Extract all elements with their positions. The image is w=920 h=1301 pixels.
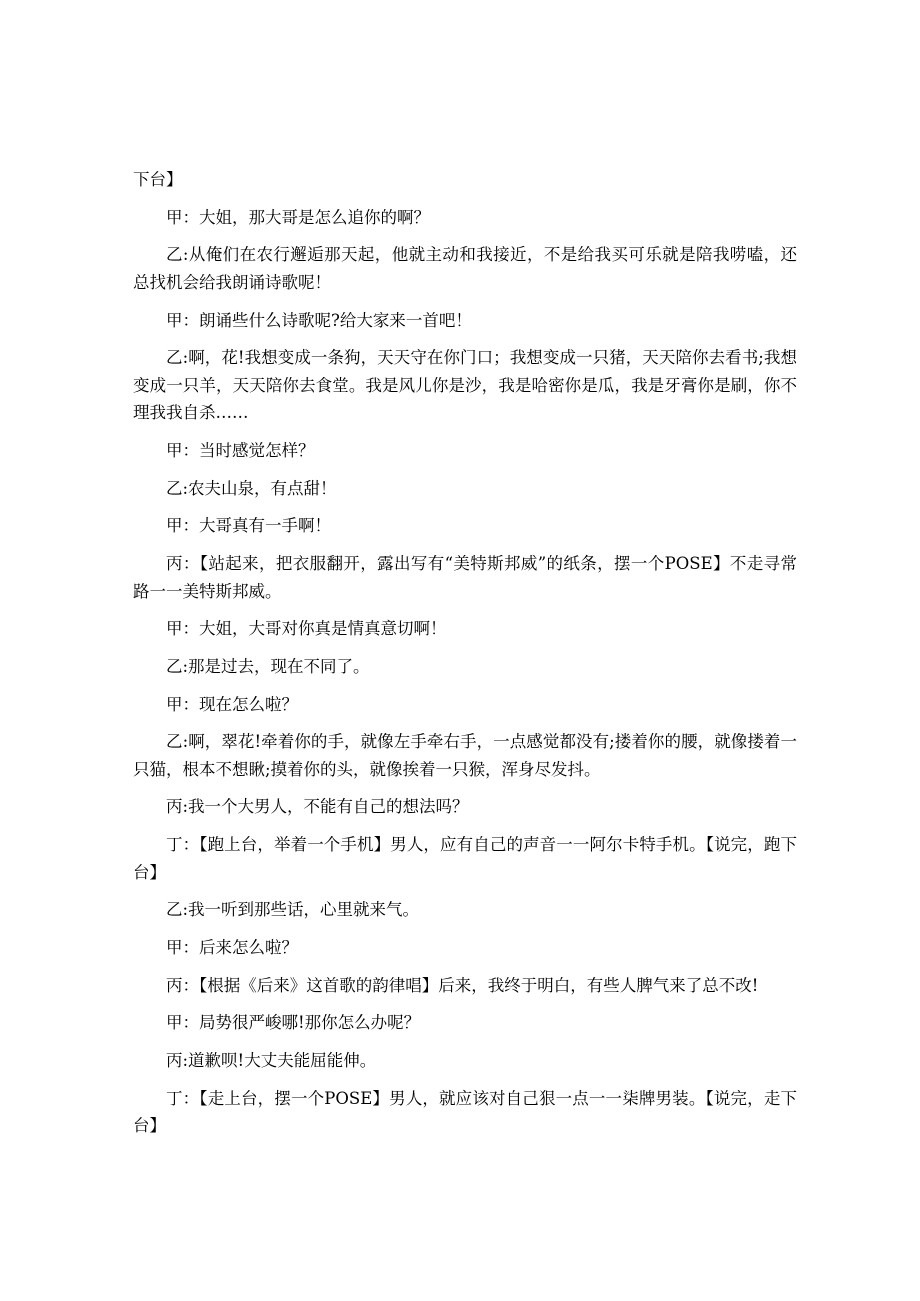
paragraph: 乙:啊，花!我想变成一条狗，天天守在你门口；我想变成一只猪，天天陪你去看书;我想变成一只羊，天天陪你去食堂。我是风儿你是沙，我是哈密你是瓜，我是牙膏你是刷，你不理我我自杀…… [133,348,797,423]
paragraph: 甲：现在怎么啦？ [166,694,298,714]
paragraph: 甲：大哥真有一手啊！ [166,516,331,536]
paragraph: 丁：【走上台，摆一个POSE】男人，就应该对自己狠一点一一柒牌男装。【说完，走下台】 [133,1088,797,1136]
paragraph: 丙：【根据《后来》这首歌的韵律唱】后来，我终于明白，有些人脾气来了总不改! [166,975,759,995]
paragraph: 丙:道歉呗!大丈夫能屈能伸。 [166,1051,377,1071]
paragraph: 乙:我一听到那些话，心里就来气。 [166,900,420,920]
paragraph: 甲：大姐，那大哥是怎么追你的啊？ [166,207,430,227]
paragraph: 乙:从俺们在农行邂逅那天起，他就主动和我接近，不是给我买可乐就是陪我唠嗑，还总找机会给我朗诵诗歌呢！ [133,245,797,292]
paragraph: 乙:啊，翠花!牵着你的手，就像左手牵右手，一点感觉都没有;搂着你的腰，就像搂着一只猫，根本不想瞅;摸着你的头，就像挨着一只猴，浑身尽发抖。 [133,732,797,779]
paragraph: 甲：朗诵些什么诗歌呢?给大家来一首吧！ [166,310,472,330]
script-text [133,166,797,1150]
paragraph: 乙:那是过去，现在不同了。 [166,656,370,676]
paragraph: 丙:我一个大男人，不能有自己的想法吗？ [166,797,469,817]
paragraph: 甲：局势很严峻哪!那你怎么办呢？ [166,1013,421,1033]
paragraph: 丙：【站起来，把衣服翻开，露出写有“美特斯邦威”的纸条，摆一个POSE】不走寻常路一一美特斯邦威。 [133,554,797,601]
paragraph: 甲：大姐，大哥对你真是情真意切啊！ [166,619,447,639]
paragraph: 丁：【跑上台，举着一个手机】男人，应有自己的声音一一阿尔卡特手机。【说完，跑下台】 [133,835,797,882]
paragraph: 乙:农夫山泉，有点甜！ [166,478,337,498]
paragraph: 甲：后来怎么啦？ [166,938,298,957]
paragraph: 甲：当时感觉怎样？ [166,440,315,460]
paragraph: 下台】 [133,170,183,189]
